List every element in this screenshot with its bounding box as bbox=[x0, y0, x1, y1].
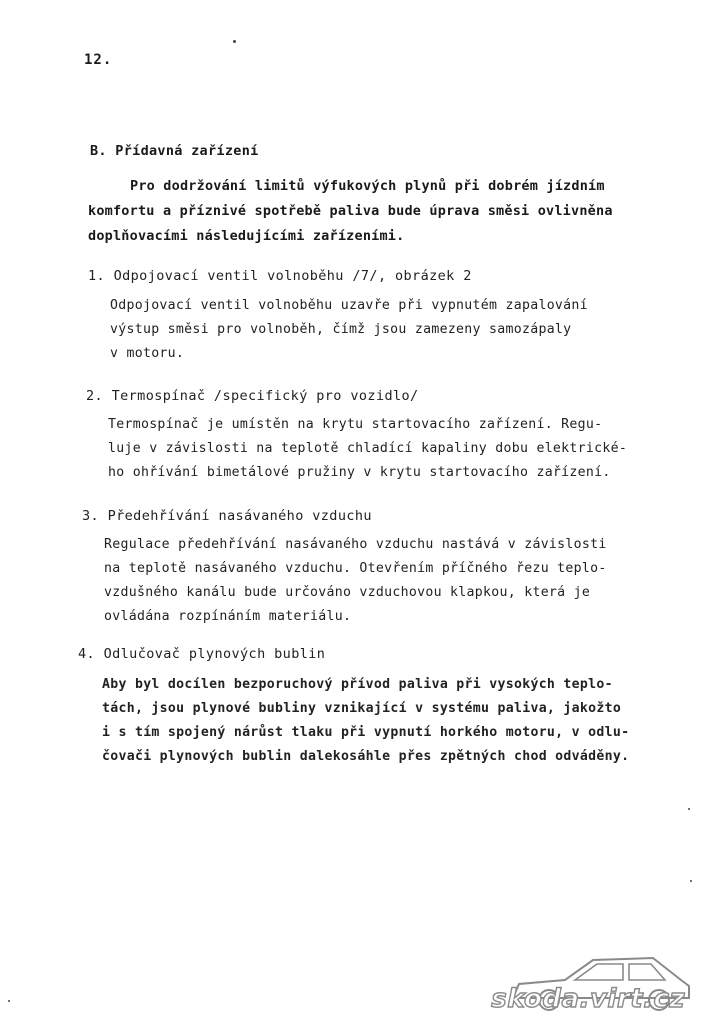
intro-line: doplňovacími následujícími zařízeními. bbox=[88, 228, 405, 244]
item-1-line: Odpojovací ventil volnoběhu uzavře při vypnutém zapalování bbox=[110, 298, 588, 313]
item-1-title: 1. Odpojovací ventil volnoběhu /7/, obrázek 2 bbox=[88, 268, 472, 284]
scan-speck bbox=[688, 808, 690, 810]
item-2-title: 2. Termospínač /specifický pro vozidlo/ bbox=[86, 388, 419, 404]
item-4-line: tách, jsou plynové bubliny vznikající v systému paliva, jakožto bbox=[102, 701, 622, 716]
item-3-title: 3. Předehřívání nasávaného vzduchu bbox=[82, 508, 372, 524]
item-4-line: Aby byl docílen bezporuchový přívod paliva při vysokých teplo- bbox=[102, 677, 613, 692]
item-3-body bbox=[104, 533, 607, 629]
item-3-line: vzdušného kanálu bude určováno vzduchovou klapkou, která je bbox=[104, 585, 591, 600]
item-2-line: luje v závislosti na teplotě chladící kapaliny dobu elektrické- bbox=[108, 441, 628, 456]
item-1-line: v motoru. bbox=[110, 346, 185, 361]
item-1-body bbox=[110, 294, 588, 366]
page-number: 12. bbox=[84, 52, 113, 68]
item-3-line: ovládána rozpínáním materiálu. bbox=[104, 609, 352, 624]
item-3-line: na teplotě nasávaného vzduchu. Otevřením příčného řezu teplo- bbox=[104, 561, 607, 576]
item-4-body bbox=[102, 673, 629, 769]
intro-line: Pro dodržování limitů výfukových plynů při dobrém jízdním bbox=[130, 178, 605, 194]
item-2-line: ho ohřívání bimetálové pružiny v krytu startovacího zařízení. bbox=[108, 465, 611, 480]
intro-line: komfortu a příznivé spotřebě paliva bude úprava směsi ovlivněna bbox=[88, 203, 613, 219]
scan-speck bbox=[690, 880, 692, 882]
section-title: B. Přídavná zařízení bbox=[90, 143, 259, 159]
item-4-line: čovači plynových bublin dalekosáhle přes zpětných chod odváděny. bbox=[102, 749, 630, 764]
item-2-line: Termospínač je umístěn na krytu startovacího zařízení. Regu- bbox=[108, 417, 603, 432]
item-1-line: výstup směsi pro volnoběh, čímž jsou zamezeny samozápaly bbox=[110, 322, 572, 337]
scan-speck bbox=[233, 40, 236, 43]
item-2-body bbox=[108, 413, 627, 485]
item-4-title: 4. Odlučovač plynových bublin bbox=[78, 646, 326, 662]
scan-speck bbox=[8, 1000, 10, 1002]
intro-paragraph bbox=[88, 174, 668, 249]
item-4-line: i s tím spojený nárůst tlaku při vypnutí horkého motoru, v odlu- bbox=[102, 725, 630, 740]
watermark-text: skoda.virt.cz bbox=[491, 984, 685, 1014]
item-3-line: Regulace předehřívání nasávaného vzduchu nastává v závislosti bbox=[104, 537, 607, 552]
